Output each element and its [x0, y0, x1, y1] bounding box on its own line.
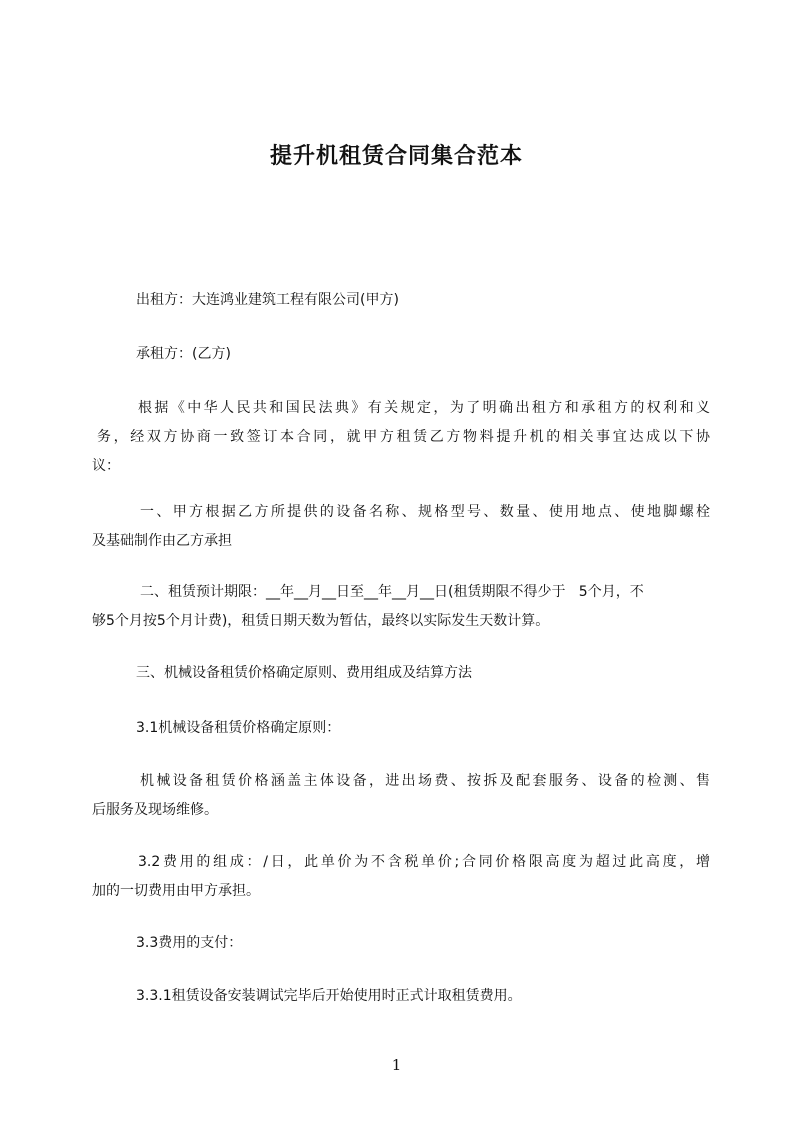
paragraph-line: 二、租赁预计期限：__年__月__日至__年__月__日(租赁期限不得少于 5个月，不: [140, 584, 644, 600]
clause-3-1-body: [92, 767, 710, 825]
clause-3-1-heading: [92, 714, 710, 743]
paragraph-line: 加的一切费用由甲方承担。: [92, 883, 260, 899]
paragraph-line: 3.3费用的支付：: [136, 935, 243, 951]
clause-3-3-heading: [92, 929, 710, 958]
paragraph-line: 议：: [92, 458, 120, 474]
paragraph-line: 够5个月按5个月计费)，租赁日期天数为暂估，最终以实际发生天数计算。: [92, 613, 550, 629]
clause-2-paragraph: [92, 578, 710, 636]
paragraph-line: 后服务及现场维修。: [92, 802, 218, 818]
paragraph-line: 承租方：(乙方): [136, 346, 231, 362]
paragraph-line: 务，经双方协商一致签订本合同，就甲方租赁乙方物料提升机的相关事宜达成以下协: [97, 429, 710, 445]
lessor-paragraph: [92, 286, 710, 315]
preamble-paragraph: [92, 394, 710, 481]
page-number: 1: [391, 1056, 402, 1074]
paragraph-line: 三、机械设备租赁价格确定原则、费用组成及结算方法: [136, 665, 472, 681]
document-title: 提升机租赁合同集合范本: [269, 144, 523, 169]
clause-3-2-paragraph: [92, 848, 710, 906]
paragraph-line: 3.3.1租赁设备安装调试完毕后开始使用时正式计取租赁费用。: [136, 988, 522, 1004]
clause-1-paragraph: [92, 498, 710, 556]
clause-3-3-1-paragraph: [92, 982, 710, 1011]
lessee-paragraph: [92, 340, 710, 369]
paragraph-line: 及基础制作由乙方承担: [92, 533, 232, 549]
paragraph-line: 机械设备租赁价格涵盖主体设备，进出场费、按拆及配套服务、设备的检测、售: [140, 773, 710, 789]
paragraph-line: 出租方：大连鸿业建筑工程有限公司(甲方): [136, 292, 399, 308]
paragraph-line: 3.2费用的组成：/日，此单价为不含税单价;合同价格限高度为超过此高度，增: [138, 854, 710, 870]
paragraph-line: 一、甲方根据乙方所提供的设备名称、规格型号、数量、使用地点、使地脚螺栓: [140, 504, 710, 520]
paragraph-line: 根据《中华人民共和国民法典》有关规定，为了明确出租方和承租方的权利和义: [138, 400, 710, 416]
clause-3-heading: [92, 659, 710, 688]
paragraph-line: 3.1机械设备租赁价格确定原则：: [136, 720, 341, 736]
